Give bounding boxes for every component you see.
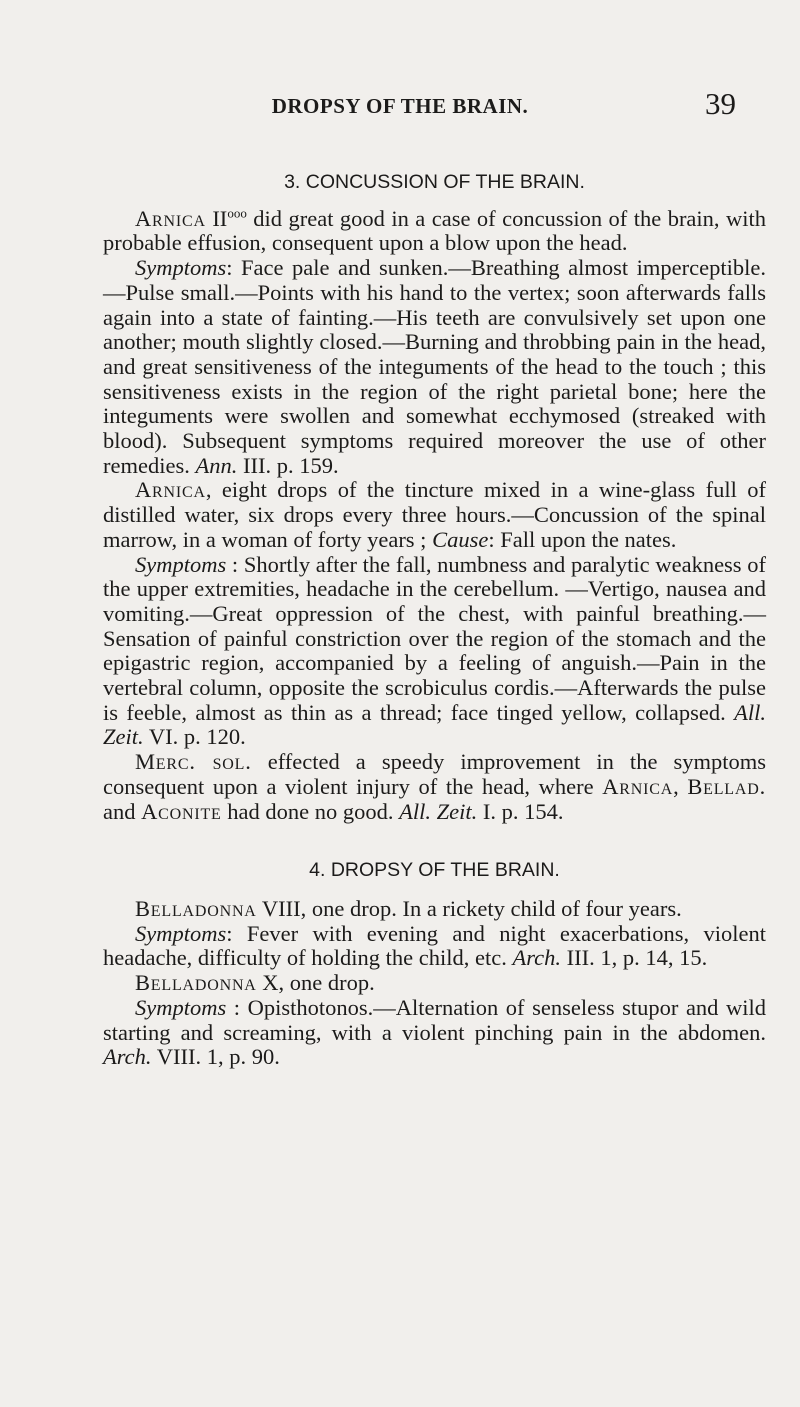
citation-source: All. Zeit. <box>103 699 766 750</box>
paragraph-symptoms-2 <box>103 553 766 751</box>
running-title: DROPSY OF THE BRAIN. <box>271 94 529 118</box>
section-title-dropsy: 4. DROPSY OF THE BRAIN. <box>309 859 560 882</box>
page-number: 39 <box>705 86 736 121</box>
citation-source: Ann. <box>195 452 238 478</box>
potency-superscript: ooo <box>227 205 247 221</box>
paragraph-belladonna-viii <box>103 897 766 922</box>
citation-page: III. p. 159. <box>237 452 339 478</box>
remedy-name: Arnica <box>602 773 674 799</box>
paragraph-text: did great good in a case of concussion of the brain, with probable effusion, consequent upon a blow upon the head. <box>103 205 767 256</box>
citation-page: III. 1, p. 14, 15. <box>560 945 708 971</box>
paragraph-symptoms-1 <box>103 256 766 478</box>
paragraph-arnica-dose <box>103 207 766 256</box>
remedy-name: Merc. sol. <box>135 749 252 775</box>
citation-source: All. Zeit. <box>399 798 478 824</box>
paragraph-text: effected a speedy improvement in the symptoms consequent upon a violent injury of the head, where <box>103 749 766 799</box>
paragraph-text: : Opisthotonos.—Alternation of senseless stupor and wild starting and screaming, with a violent pinching pain in the abdomen. <box>103 994 766 1045</box>
cause-text: : Fall upon the nates. <box>488 526 677 552</box>
citation-page: I. p. 154. <box>477 798 564 824</box>
symptoms-label: Symptoms <box>135 255 227 281</box>
symptoms-label: Symptoms <box>135 551 227 577</box>
paragraph-text: : Shortly after the fall, numbness and paralytic weakness of the upper extremities, headache in the cerebellum. —Vertigo, nausea and vomiting.—Great oppression of the chest, with painful breathing.—Sensation of painful constriction over the region of the stomach and the epigastric region, accompanied by a feeling of anguish.—Pain in the vertebral column, opposite the scrobiculus cordis.—Afterwards the pulse is feeble, almost as thin as a thread; face tinged yellow, collapsed. <box>103 551 766 725</box>
remedy-name: Aconite <box>141 798 222 824</box>
paragraph-belladonna-x <box>103 971 766 996</box>
page-body <box>103 170 766 1070</box>
remedy-name: Belladonna <box>135 970 257 996</box>
paragraph-symptoms-3 <box>103 922 766 971</box>
remedy-name: Arnica <box>135 477 206 503</box>
paragraph-text: X, one drop. <box>256 970 375 996</box>
separator: , <box>673 773 688 799</box>
potency: II <box>212 205 228 231</box>
cause-label: Cause <box>432 526 489 552</box>
citation-source: Arch. <box>103 1044 152 1070</box>
citation-source: Arch. <box>512 945 561 971</box>
remedy-name: Bellad. <box>687 773 767 799</box>
citation-page: VI. p. 120. <box>143 724 246 750</box>
paragraph-text: , eight drops of the tincture mixed in a wine-glass full of distilled water, six drops every three hours.—Concussion of the spinal marrow, in a woman of forty years ; <box>103 477 766 552</box>
paragraph-text: : Fever with evening and night exacerbations, violent headache, difficulty of holding the child, etc. <box>103 920 766 971</box>
paragraph-merc-sol <box>103 750 766 824</box>
symptoms-label: Symptoms <box>135 994 227 1020</box>
paragraph-text: VIII, one drop. In a rickety child of four years. <box>256 895 682 921</box>
symptoms-label: Symptoms <box>135 920 227 946</box>
paragraph-text: : Face pale and sunken.—Breathing almost imperceptible.—Pulse small.—Points with his hand to the vertex; soon afterwards falls again into a state of fainting.—His teeth are convulsively set upon one another; mouth slightly closed.—Burning and throbbing pain in the head, and great sensitiveness of the integuments of the head to the touch ; this sensitiveness exists in the region of the right parietal bone; here the integuments were swollen and somewhat ecchymosed (streaked with blood). Subsequent symptoms required moreover the use of other remedies. <box>103 255 766 478</box>
remedy-name: Belladonna <box>135 895 257 921</box>
section-title-concussion: 3. CONCUSSION OF THE BRAIN. <box>284 171 585 193</box>
paragraph-text: had done no good. <box>221 798 400 824</box>
paragraph-arnica-tincture <box>103 478 766 552</box>
citation-page: VIII. 1, p. 90. <box>151 1044 280 1070</box>
paragraph-symptoms-4 <box>103 996 766 1070</box>
separator: and <box>103 798 142 824</box>
remedy-name: Arnica <box>135 205 206 231</box>
